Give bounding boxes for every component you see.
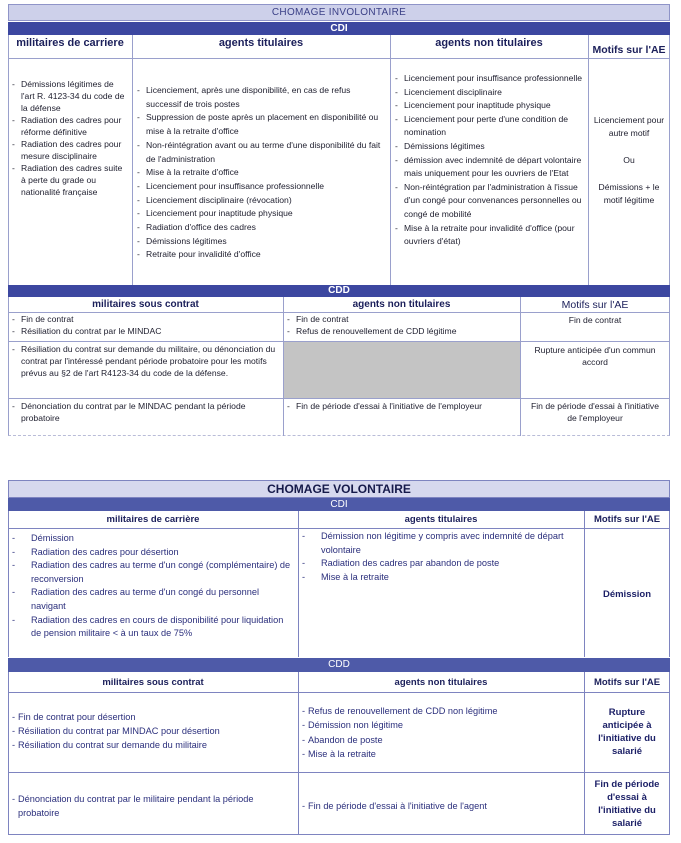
motif-text: Ou — [623, 155, 635, 165]
list-item: - Mise à la retraite — [301, 571, 581, 585]
list-item: - Retraite pour invalidité d'office — [136, 248, 386, 262]
list-item: - Licenciement, après une disponibilité, en cas de refus successif de trois postes — [136, 84, 386, 111]
list-item: - Radiation des cadres pour désertion — [11, 546, 295, 560]
header-militaires-contrat: militaires sous contrat — [92, 299, 199, 310]
list-item: - Fin de contrat — [286, 313, 518, 325]
cdd-row2-militaires — [11, 792, 295, 822]
cdd-row2-motif: Fin de période d'essai à l'initiative du salarié — [594, 779, 660, 829]
header-agents-titulaires: agents titulaires — [404, 514, 478, 525]
header-motifs-ae: Motifs sur l'AE — [592, 44, 666, 56]
col-divider — [298, 511, 299, 657]
cdd-row1-militaires — [11, 710, 295, 760]
list-item: - Résiliation du contrat par MINDAC pour désertion — [11, 724, 295, 738]
motif-text: Démissions + le motif légitime — [598, 182, 660, 205]
cdi-titulaires-list — [136, 84, 386, 284]
list-item: - Fin de contrat pour désertion — [11, 710, 295, 724]
list-item: - démission avec indemnité de départ volontaire mais uniquement pour les ouvriers de l'Etat — [394, 154, 586, 181]
cdi-militaires-list — [11, 532, 295, 656]
table-title: CHOMAGE VOLONTAIRE — [8, 480, 670, 498]
list-item: - Radiation des cadres au terme d'un congé du personnel navigant — [11, 586, 295, 613]
header-divider — [8, 692, 670, 693]
list-item: - Fin de période d'essai à l'initiative de l'employeur — [286, 400, 518, 412]
cdd-row2-motif: Rupture anticipée d'un commun accord — [534, 345, 656, 367]
col-divider — [520, 297, 521, 436]
cdd-row1-non-titulaires — [286, 313, 518, 340]
cdd-row3-motif: Fin de période d'essai à l'initiative de l'employeur — [531, 401, 659, 423]
list-item: - Mise à la retraite d'office — [136, 166, 386, 180]
list-item: - Radiation des cadres en cours de disponibilité pour liquidation de pension militaire < à un taux de 75% — [11, 614, 295, 641]
cdd-row1-non-titulaires — [301, 704, 581, 768]
list-item: - Radiation des cadres au terme d'un congé (complémentaire) de reconversion — [11, 559, 295, 586]
list-item: - Fin de période d'essai à l'initiative de l'agent — [301, 799, 581, 813]
header-motifs-ae: Motifs sur l'AE — [593, 677, 661, 688]
header-motifs-ae: Motifs sur l'AE — [593, 514, 661, 525]
list-item: - Licenciement pour inaptitude physique — [136, 207, 386, 221]
table-chomage-volontaire — [8, 480, 670, 837]
list-item: - Démission non légitime y compris avec indemnité de départ volontaire — [301, 530, 581, 557]
cdi-militaires-list — [11, 78, 129, 283]
cdd-row1-motif: Fin de contrat — [568, 315, 622, 325]
list-item: - Démissions légitimes — [394, 140, 586, 154]
motif-text: Licenciement pour autre motif — [593, 115, 665, 138]
list-item: - Refus de renouvellement de CDD légitime — [286, 325, 518, 337]
col-divider — [584, 672, 585, 835]
list-item: - Radiation d'office des cadres — [136, 221, 386, 235]
row-divider — [8, 398, 670, 399]
cdd-row1-militaires — [11, 313, 281, 340]
list-item: - Résiliation du contrat sur demande du militaire — [11, 738, 295, 752]
cdd-band: CDD — [8, 658, 670, 672]
list-item: - Dénonciation du contrat par le militaire pendant la période probatoire — [11, 792, 295, 820]
col-divider — [298, 672, 299, 835]
list-item: - Résiliation du contrat sur demande du militaire, ou dénonciation du contrat par l'intéressé pendant période probatoire pour les motifs prévus au §2 de l'art R4123-34 du code de la défense. — [11, 343, 281, 379]
header-divider — [8, 528, 670, 529]
cdd-row1-motif: Rupture anticipée à l'initiative du salarié — [598, 707, 656, 757]
list-item: - Démissions légitimes de l'art R. 4123-34 du code de la défense — [11, 78, 129, 114]
header-militaires-carriere: militaires de carriere — [16, 37, 124, 49]
list-item: - Non-réintégration avant ou au terme d'une disponibilité du fait de l'administration — [136, 139, 386, 166]
list-item: - Démissions légitimes — [136, 235, 386, 249]
list-item: - Radiation des cadres pour réforme définitive — [11, 114, 129, 138]
cdd-band: CDD — [8, 285, 670, 297]
cdd-row3-militaires — [11, 400, 281, 434]
list-item: - Démission — [11, 532, 295, 546]
header-agents-titulaires: agents titulaires — [218, 37, 304, 49]
table-title: CHOMAGE INVOLONTAIRE — [8, 4, 670, 21]
cdd-row2-militaires — [11, 343, 281, 397]
list-item: - Mise à la retraite pour invalidité d'office (pour ouvriers d'état) — [394, 222, 586, 249]
cdi-motifs — [590, 114, 668, 244]
col-divider — [132, 35, 133, 285]
header-agents-non-titulaires: agents non titulaires — [352, 299, 451, 310]
list-item: - Radiation des cadres par abandon de poste — [301, 557, 581, 571]
list-item: - Licenciement pour insuffisance professionnelle — [394, 72, 586, 86]
list-item: - Licenciement disciplinaire (révocation) — [136, 194, 386, 208]
list-item: - Licenciement disciplinaire — [394, 86, 586, 100]
cdi-titulaires-list — [301, 530, 581, 590]
list-item: - Licenciement pour insuffisance professionnelle — [136, 180, 386, 194]
col-divider — [584, 511, 585, 657]
list-item: - Résiliation du contrat par le MINDAC — [11, 325, 281, 337]
list-item: - Démission non légitime — [301, 718, 581, 732]
cdd-row2-non-titulaires — [301, 799, 581, 815]
header-militaires-carriere: militaires de carrière — [106, 514, 200, 525]
list-item: - Refus de renouvellement de CDD non légitime — [301, 704, 581, 718]
header-agents-non-titulaires: agents non titulaires — [435, 37, 543, 49]
list-item: - Abandon de poste — [301, 733, 581, 747]
cdi-motif: Démission — [602, 589, 652, 600]
cdi-non-titulaires-list — [394, 72, 586, 284]
list-item: - Fin de contrat — [11, 313, 281, 325]
list-item: - Licenciement pour perte d'une condition de nomination — [394, 113, 586, 140]
cdi-band: CDI — [8, 498, 670, 511]
list-item: - Radiation des cadres suite à perte du grade ou nationalité française — [11, 162, 129, 198]
list-item: - Licenciement pour inaptitude physique — [394, 99, 586, 113]
empty-grey-cell — [284, 342, 520, 398]
list-item: - Mise à la retraite — [301, 747, 581, 761]
list-item: - Dénonciation du contrat par le MINDAC pendant la période probatoire — [11, 400, 281, 424]
cdi-band: CDI — [8, 22, 670, 35]
list-item: - Radiation des cadres pour mesure disciplinaire — [11, 138, 129, 162]
col-divider — [588, 35, 589, 285]
header-motifs-ae: Motifs sur l'AE — [561, 299, 629, 311]
header-militaires-contrat: militaires sous contrat — [102, 677, 204, 688]
list-item: - Suppression de poste après un placement en disponibilité ou mise à la retraite d'office — [136, 111, 386, 138]
table-chomage-involontaire — [8, 4, 670, 436]
header-agents-non-titulaires: agents non titulaires — [394, 677, 488, 688]
row-divider — [8, 772, 670, 773]
list-item: - Non-réintégration par l'administration à l'issue d'un congé pour convenances personnelles ou congé de mobilité — [394, 181, 586, 222]
cdd-row3-non-titulaires — [286, 400, 518, 420]
header-divider — [8, 58, 670, 59]
col-divider — [390, 35, 391, 285]
